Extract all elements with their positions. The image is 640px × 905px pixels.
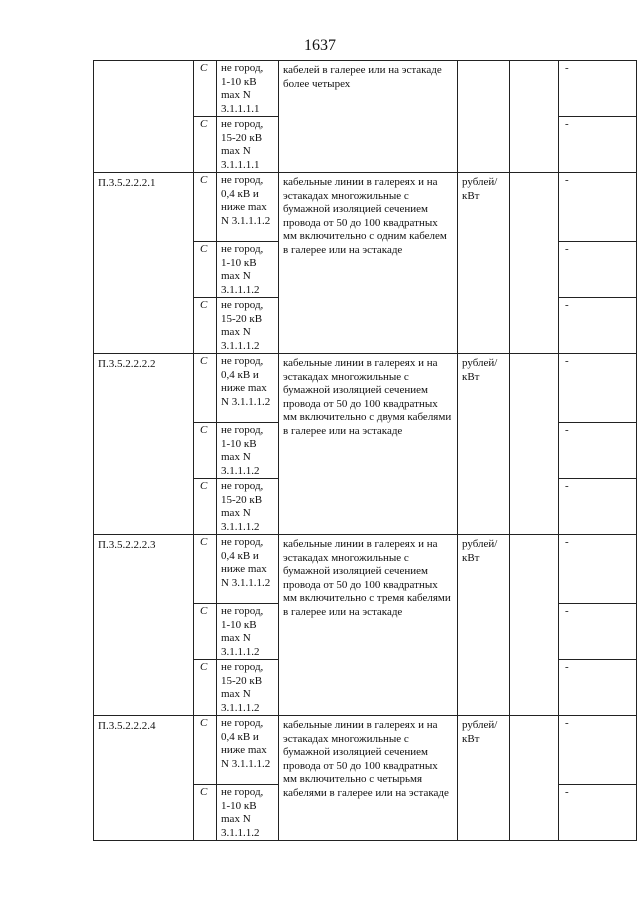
condition-cell: не город, 0,4 кВ и ниже max N 3.1.1.1.2 bbox=[217, 535, 279, 604]
category-cell: C bbox=[194, 479, 217, 535]
condition-cell: не город, 1-10 кВ max N 3.1.1.1.2 bbox=[217, 785, 279, 841]
description-cell: кабельные линии в галереях и на эстакадах многожильные с бумажной изоляцией сечением провода от 50 до 100 квадратных мм включительно с тремя кабелями в галерее или на эстакаде bbox=[279, 535, 458, 716]
condition-cell: не город, 15-20 кВ max N 3.1.1.1.2 bbox=[217, 479, 279, 535]
unit-cell: рублей/ кВт bbox=[458, 354, 510, 535]
unit-cell: рублей/ кВт bbox=[458, 173, 510, 354]
empty-cell bbox=[510, 354, 559, 535]
category-cell: C bbox=[194, 61, 217, 117]
value-cell: - bbox=[559, 242, 637, 298]
table-row bbox=[94, 173, 637, 242]
item-code: П.3.5.2.2.2.3 bbox=[94, 535, 194, 716]
category-cell: C bbox=[194, 716, 217, 785]
value-cell: - bbox=[559, 354, 637, 423]
value-cell: - bbox=[559, 298, 637, 354]
condition-cell: не город, 1-10 кВ max N 3.1.1.1.2 bbox=[217, 604, 279, 660]
table-row bbox=[94, 61, 637, 117]
category-cell: C bbox=[194, 785, 217, 841]
condition-cell: не город, 1-10 кВ max N 3.1.1.1.2 bbox=[217, 423, 279, 479]
value-cell: - bbox=[559, 604, 637, 660]
condition-cell: не город, 0,4 кВ и ниже max N 3.1.1.1.2 bbox=[217, 716, 279, 785]
condition-cell: не город, 0,4 кВ и ниже max N 3.1.1.1.2 bbox=[217, 173, 279, 242]
condition-cell: не город, 1-10 кВ max N 3.1.1.1.2 bbox=[217, 242, 279, 298]
condition-cell: не город, 0,4 кВ и ниже max N 3.1.1.1.2 bbox=[217, 354, 279, 423]
category-cell: C bbox=[194, 423, 217, 479]
value-cell: - bbox=[559, 423, 637, 479]
empty-cell bbox=[510, 61, 559, 173]
description-cell: кабелей в галерее или на эстакаде более четырех bbox=[279, 61, 458, 173]
category-cell: C bbox=[194, 173, 217, 242]
empty-cell bbox=[510, 535, 559, 716]
value-cell: - bbox=[559, 117, 637, 173]
table-row bbox=[94, 716, 637, 785]
unit-cell: рублей/ кВт bbox=[458, 716, 510, 841]
page-number: 1637 bbox=[304, 37, 336, 54]
condition-cell: не город, 15-20 кВ max N 3.1.1.1.2 bbox=[217, 660, 279, 716]
category-cell: C bbox=[194, 354, 217, 423]
value-cell: - bbox=[559, 479, 637, 535]
unit-cell bbox=[458, 61, 510, 173]
value-cell: - bbox=[559, 716, 637, 785]
category-cell: C bbox=[194, 604, 217, 660]
condition-cell: не город, 1-10 кВ max N 3.1.1.1.1 bbox=[217, 61, 279, 117]
category-cell: C bbox=[194, 117, 217, 173]
description-cell: кабельные линии в галереях и на эстакадах многожильные с бумажной изоляцией сечением провода от 50 до 100 квадратных мм включительно с одним кабелем в галерее или на эстакаде bbox=[279, 173, 458, 354]
item-code: П.3.5.2.2.2.2 bbox=[94, 354, 194, 535]
value-cell: - bbox=[559, 173, 637, 242]
empty-cell bbox=[510, 173, 559, 354]
item-code: П.3.5.2.2.2.1 bbox=[94, 173, 194, 354]
table-row bbox=[94, 535, 637, 604]
value-cell: - bbox=[559, 535, 637, 604]
table-row bbox=[94, 354, 637, 423]
item-code bbox=[94, 61, 194, 173]
category-cell: C bbox=[194, 298, 217, 354]
empty-cell bbox=[510, 716, 559, 841]
item-code: П.3.5.2.2.2.4 bbox=[94, 716, 194, 841]
category-cell: C bbox=[194, 660, 217, 716]
table-body bbox=[94, 61, 637, 841]
category-cell: C bbox=[194, 535, 217, 604]
unit-cell: рублей/ кВт bbox=[458, 535, 510, 716]
condition-cell: не город, 15-20 кВ max N 3.1.1.1.1 bbox=[217, 117, 279, 173]
category-cell: C bbox=[194, 242, 217, 298]
description-cell: кабельные линии в галереях и на эстакадах многожильные с бумажной изоляцией сечением провода от 50 до 100 квадратных мм включительно с четырьмя кабелями в галерее или на эстакаде bbox=[279, 716, 458, 841]
description-cell: кабельные линии в галереях и на эстакадах многожильные с бумажной изоляцией сечением провода от 50 до 100 квадратных мм включительно с двумя кабелями в галерее или на эстакаде bbox=[279, 354, 458, 535]
value-cell: - bbox=[559, 785, 637, 841]
tariff-table bbox=[93, 60, 637, 841]
value-cell: - bbox=[559, 660, 637, 716]
value-cell: - bbox=[559, 61, 637, 117]
condition-cell: не город, 15-20 кВ max N 3.1.1.1.2 bbox=[217, 298, 279, 354]
